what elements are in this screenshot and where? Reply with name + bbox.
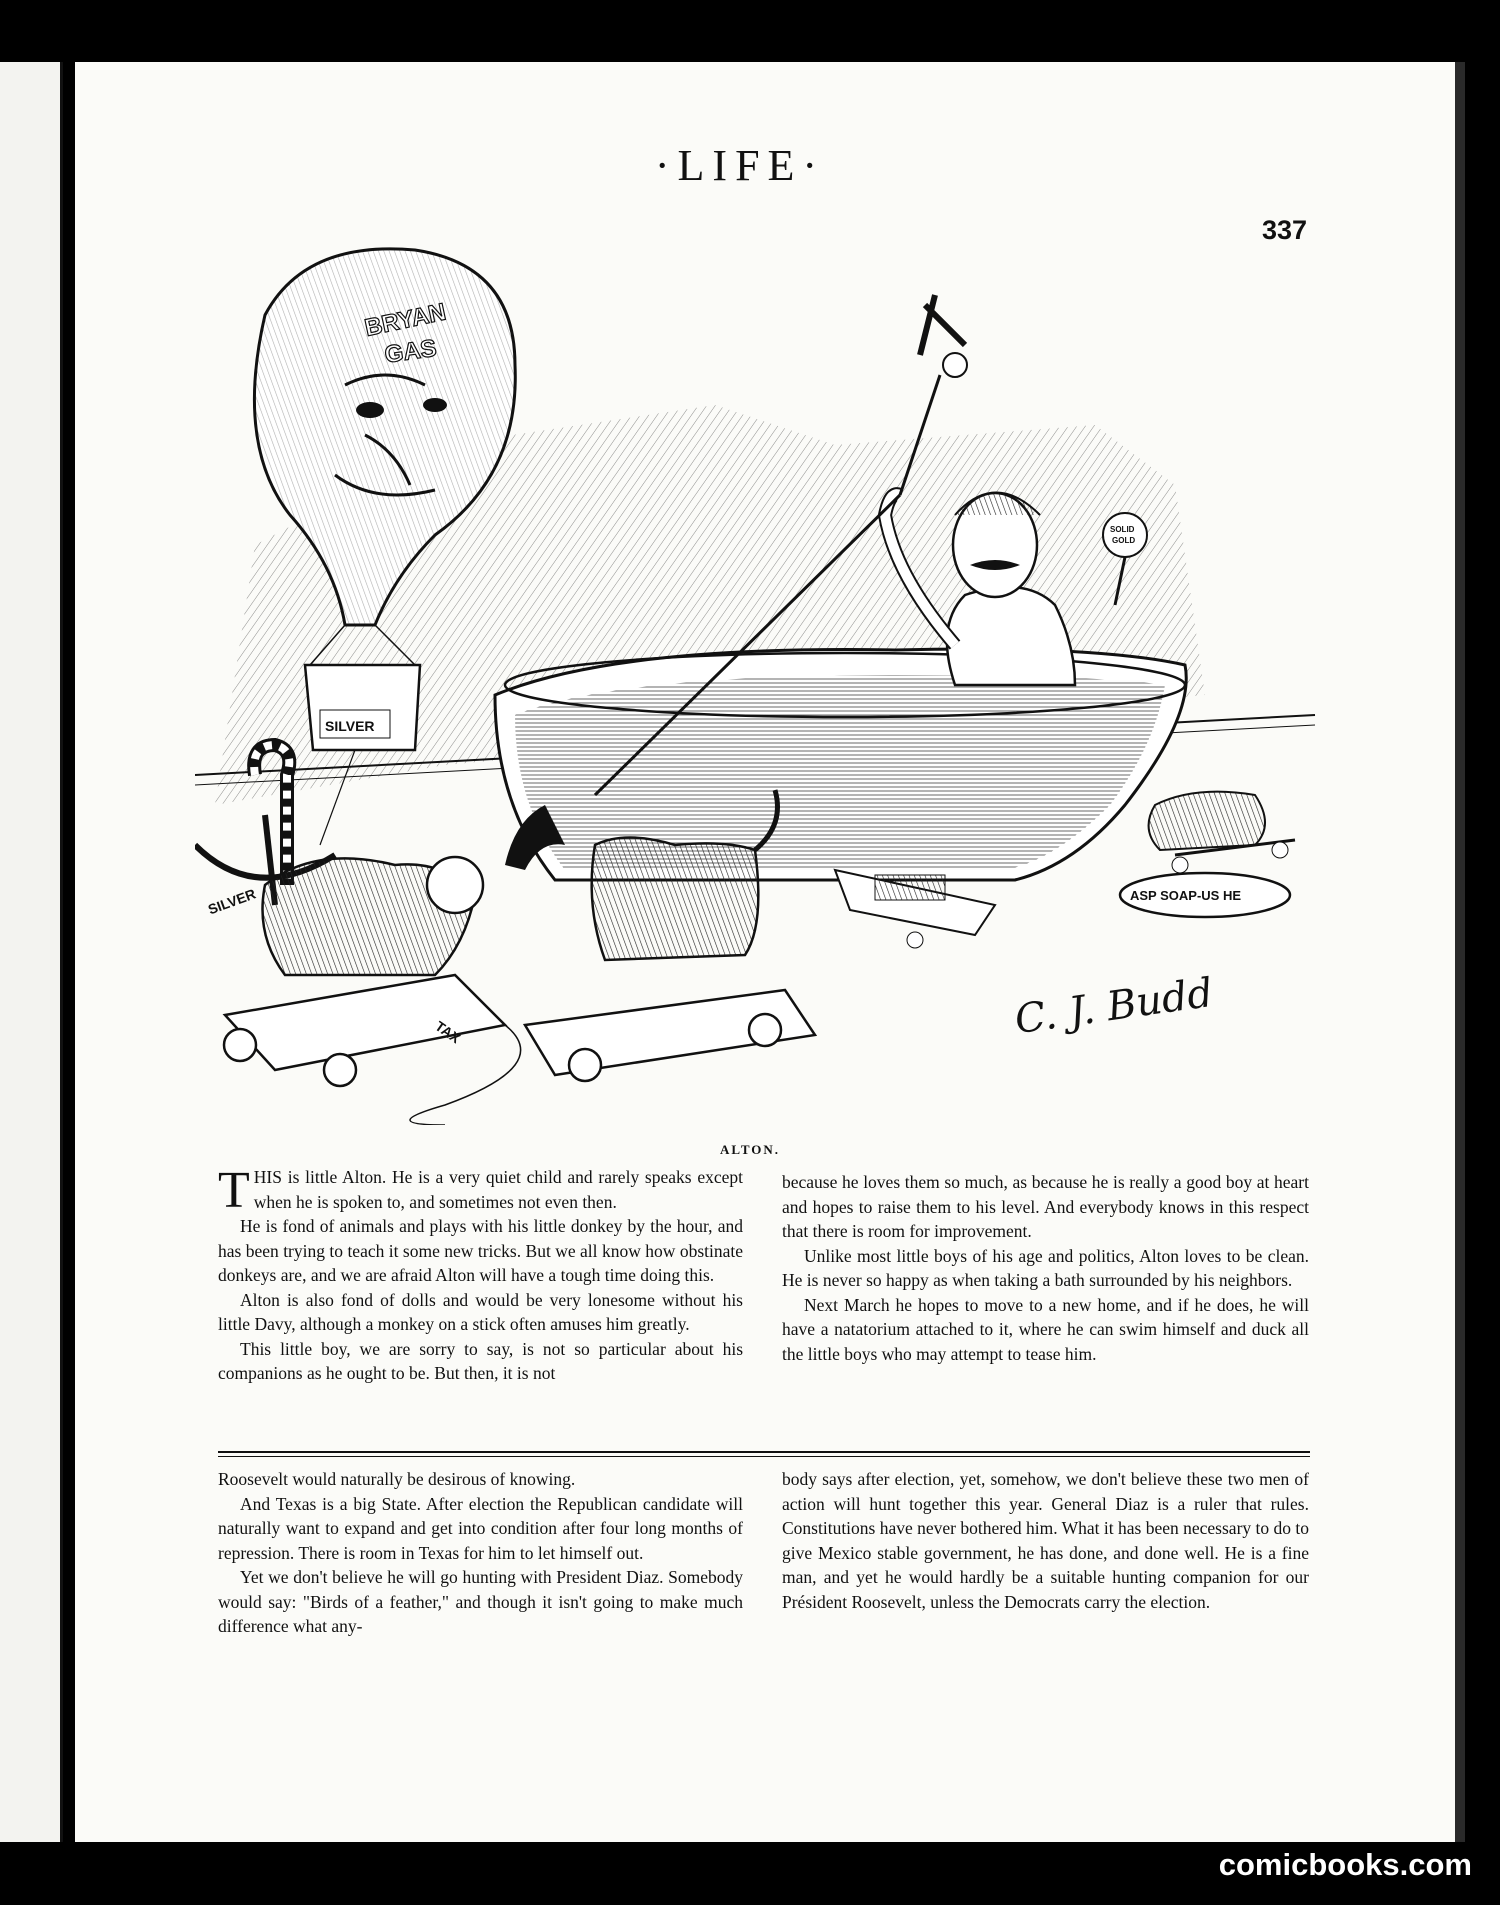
- masthead: ·LIFE·: [654, 141, 826, 190]
- watermark: comicbooks.com: [1218, 1847, 1472, 1882]
- toy-boat: [835, 870, 995, 948]
- facing-page-edge: [0, 62, 63, 1842]
- section-rule: [218, 1451, 1310, 1453]
- paragraph-7: Next March he hopes to move to a new home, and if he does, he will have a natatorium attached to it, where he can swim himself and duck all the little boys who may attempt to tease him.: [782, 1294, 1309, 1364]
- article-column-1: [218, 1162, 743, 1386]
- anchor-label: SILVER: [205, 885, 258, 918]
- balloon-label-line2: GAS: [382, 334, 439, 369]
- bull-toy: [1149, 792, 1295, 873]
- drop-cap: T: [218, 1162, 250, 1219]
- paragraph-5: because he loves them so much, as because he is really a good boy at heart and hopes to raise them to his level. And everybody knows in this respect that there is room for improvement.: [782, 1172, 1309, 1241]
- cartoon-illustration: [195, 245, 1325, 1125]
- rattle-label-line1: SOLID: [1110, 525, 1135, 534]
- paragraph-1: [218, 1162, 743, 1219]
- paragraph-6: Unlike most little boys of his age and politics, Alton loves to be clean. He is never so happy as when taking a bath surrounded by his neighbors.: [782, 1245, 1309, 1290]
- basket-label: SILVER: [325, 718, 375, 734]
- paragraph-10: Yet we don't believe he will go hunting with President Diaz. Somebody would say: "Birds of a feather," and though it isn't going to make much difference what any-: [218, 1567, 743, 1636]
- paragraph-3: Alton is also fond of dolls and would be very lonesome without his little Davy, although a monkey on a stick often amuses him greatly.: [218, 1289, 743, 1334]
- cartoon-caption: ALTON.: [719, 1142, 781, 1157]
- paragraph-1-text: HIS is little Alton. He is a very quiet child and rarely speaks except when he is spoken to, and sometimes not even then.: [253, 1167, 743, 1212]
- paragraph-2: He is fond of animals and plays with his little donkey by the hour, and has been trying to teach it some new tricks. But we all know how obstinate donkeys are, and we are afraid Alton will have a tough time doing this.: [218, 1216, 743, 1285]
- paragraph-9: And Texas is a big State. After election the Republican candidate will naturally want to expand and get into condition after four long months of repression. There is room in Texas for him to let himself out.: [218, 1493, 743, 1563]
- lower-column-1: [218, 1467, 743, 1639]
- paragraph-4: This little boy, we are sorry to say, is not so particular about his companions as he ought to be. But then, it is not: [218, 1338, 743, 1383]
- paragraph-11: body says after election, yet, somehow, we don't believe these two men of action will hunt together this year. General Diaz is a ruler that rules. Constitutions have never bothered him. What it has been necessary to do to give Mexico stable government, he has done, and done well. He is a fine man, and yet he would hardly be a suitable hunting companion for our Président Roosevelt, unless the Democrats carry the election.: [782, 1469, 1309, 1612]
- soap-cake: [1120, 873, 1290, 917]
- paragraph-8: Roosevelt would naturally be desirous of knowing.: [218, 1469, 576, 1489]
- balloon-label-line1: BRYAN: [362, 298, 449, 342]
- rattle-label-line2: GOLD: [1112, 536, 1136, 545]
- article-column-2: [782, 1170, 1309, 1366]
- artist-signature: C. J. Budd: [1011, 969, 1216, 1044]
- section-rule-thin: [218, 1456, 1310, 1457]
- lower-column-2: [782, 1467, 1309, 1614]
- tiger-platform-label: TAX: [432, 1017, 464, 1047]
- tiger-toy: [224, 857, 521, 1125]
- soap-label: ASP SOAP-US HE: [1130, 888, 1242, 903]
- page-number: 337: [1262, 215, 1308, 245]
